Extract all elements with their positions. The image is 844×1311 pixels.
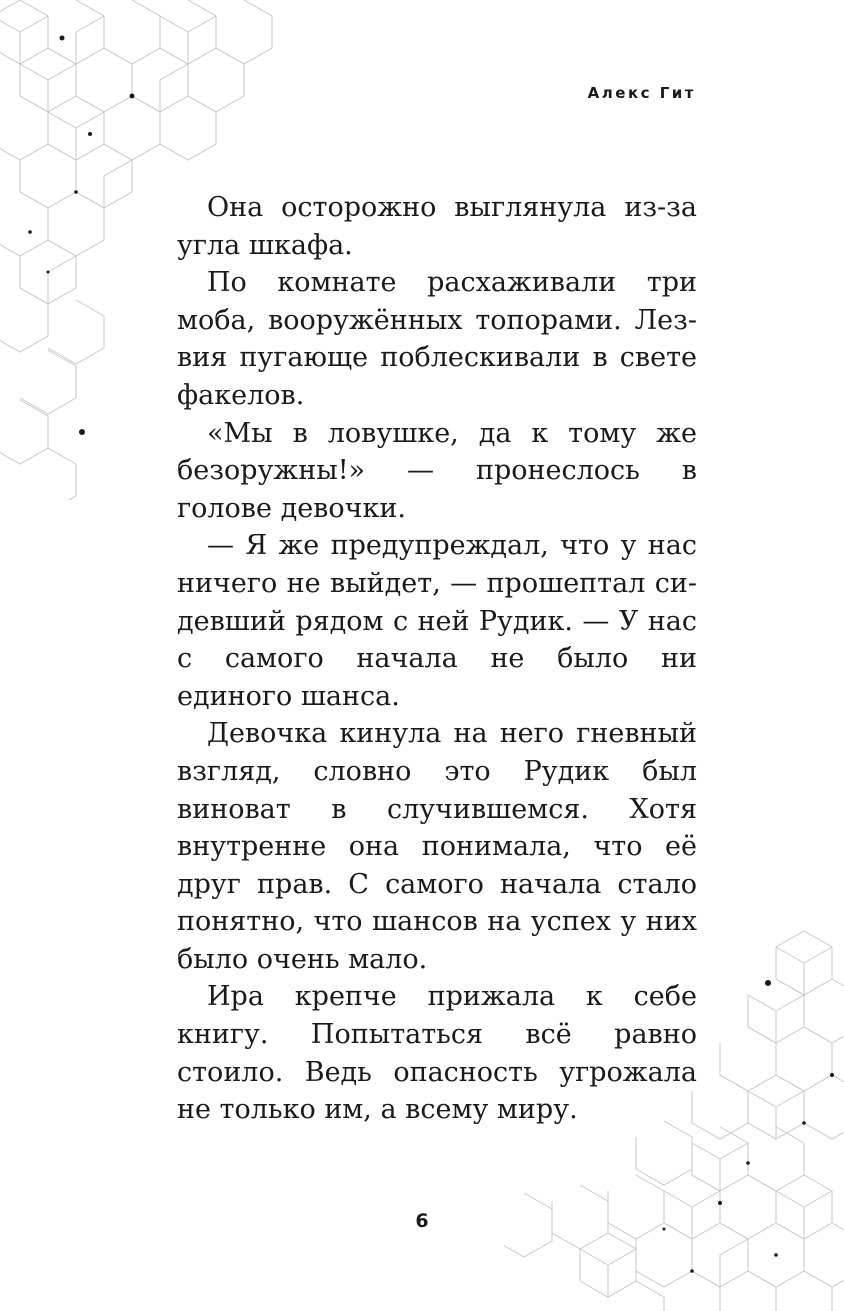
paragraph: Она осторожно выглянула из-за угла шкафа. bbox=[177, 192, 697, 261]
paragraph: По комнате расхаживали три моба, вооружённых топорами. Лезвия пугающе поблескивали в свете факелов. bbox=[177, 267, 697, 411]
paragraph: Девочка кинула на него гневный взгляд, словно это Рудик был виноват в случившемся. Хотя внутренне она понимала, что её друг прав. С самого начала стало понятно, что шансов на успех у них было очень мало. bbox=[177, 718, 697, 975]
page-number: 6 bbox=[415, 1210, 429, 1232]
paragraph: — Я же предупреждал, что у нас ничего не выйдет, — прошептал сидевший рядом с ней Рудик. — У нас с самого начала не было ни единого шанса. bbox=[177, 530, 697, 712]
paragraph: «Мы в ловушке, да к тому же безоружны!» — пронеслось в голове девочки. bbox=[177, 417, 697, 524]
running-header-author: Алекс Гит bbox=[587, 84, 696, 102]
text-body bbox=[177, 189, 697, 1129]
paragraph: Ира крепче прижала к себе книгу. Попытаться всё равно стоило. Ведь опасность угрожала не только им, а всему миру. bbox=[177, 981, 697, 1126]
